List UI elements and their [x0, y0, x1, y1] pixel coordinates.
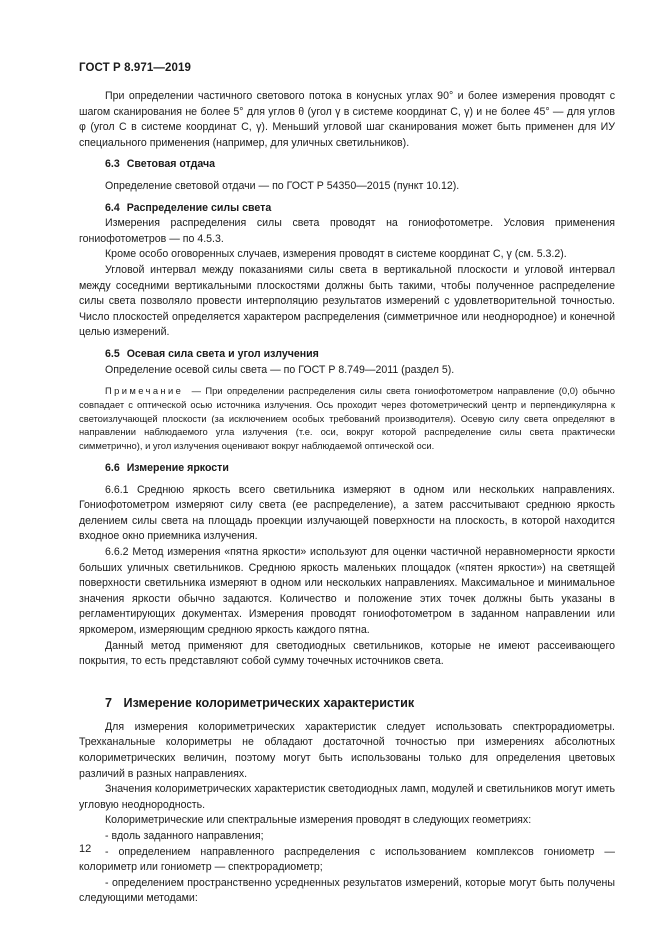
- section-6-4-paragraph: Измерения распределения силы света проводят на гониофотометре. Условия применения гониофотометров — по 4.5.3.: [79, 217, 615, 245]
- standard-header: ГОСТ Р 8.971—2019: [79, 62, 191, 74]
- section-6-5-paragraph: Определение осевой силы света — по ГОСТ Р 8.749—2011 (раздел 5).: [105, 363, 455, 376]
- section-number: 6.5: [105, 347, 120, 360]
- note-label: Примечание: [105, 385, 184, 397]
- chapter-7-paragraph: Для измерения колориметрических характеристик следует использовать спектрорадиометры. Трехканальные колориметры не обладают достаточной точностью при измерениях абсолютных колориметрических величин, поэтому могут быть использованы только для определения цветовых различий в разных направлениях.: [79, 720, 615, 780]
- chapter-7-heading: [79, 694, 615, 712]
- section-6-6-1-paragraph: 6.6.1 Среднюю яркость всего светильника измеряют в одном или нескольких направлениях. Гониофотометром измеряют силу света (ее распределение), а затем рассчитывают среднюю яркость делением силы света на площадь проекции излучающей поверхности на плоскость, в которой находится входное окно приемника излучения.: [79, 483, 615, 543]
- list-item: - определением направленного распределения с использованием комплексов гониометр — колориметр или гониометр — спектрорадиометр;: [79, 845, 615, 874]
- section-number: 6.3: [105, 158, 120, 171]
- section-6-6-heading: [79, 461, 615, 477]
- intro-paragraph: При определении частичного светового потока в конусных углах 90° и более измерения проводят с шагом сканирования не более 5° для углов θ (угол γ в системе координат C, γ) и не более 45° — для углов φ (угол C в системе координат C, γ). Меньший угловой шаг сканирования может быть применен для ИУ специального применения (например, для уличных светильников).: [79, 90, 615, 149]
- section-title: Распределение силы света: [126, 201, 272, 214]
- section-title: Световая отдача: [126, 158, 216, 171]
- section-number: 6.4: [105, 201, 120, 214]
- section-6-5-heading: [79, 347, 615, 363]
- section-6-3-heading: [79, 157, 615, 173]
- list-item: - определением пространственно усредненных результатов измерений, которые могут быть получены следующими методами:: [79, 876, 615, 905]
- chapter-7-paragraph: Значения колориметрических характеристик светодиодных ламп, модулей и светильников могут иметь угловую неоднородность.: [79, 783, 615, 811]
- chapter-7-paragraph: Колориметрические или спектральные измерения проводят в следующих геометриях:: [105, 814, 532, 827]
- section-6-4-heading: [79, 201, 615, 217]
- section-number: 6.6: [105, 462, 120, 475]
- section-6-4-paragraph: Кроме особо оговоренных случаев, измерения проводят в системе координат C, γ (см. 5.3.2).: [105, 248, 567, 261]
- section-6-4-paragraph: Угловой интервал между показаниями силы света в вертикальной плоскости и угловой интервал между соседними вертикальными плоскостями должны быть такими, чтобы полученное распределение силы света позволяло провести интерполяцию результатов измерений с удовлетворительной точностью. Число плоскостей определяется характером распределения (симметричное или неоднородное) и конечной целью измерений.: [79, 263, 615, 339]
- section-6-3-paragraph: Определение световой отдачи — по ГОСТ Р 54350—2015 (пункт 10.12).: [105, 179, 460, 192]
- note-paragraph: [79, 384, 615, 453]
- section-6-6-paragraph: Данный метод применяют для светодиодных светильников, которые не имеют рассеивающего покрытия, то есть представляют собой сумму точечных источников света.: [79, 639, 615, 668]
- note-text: — При определении распределения силы света гониофотометром направление (0,0) обычно совпадает с оптической осью источника излучения. Ось проходит через фотометрический центр и перпендикулярна к светоизлучающей плоскости (за исключением особых требований производителя). Осевую силу света определяют в направлении наблюдаемого угла излучения (т.е. оси, вокруг которой распределение силы света практически симметрично), и угол излучения оценивают вокруг наблюдаемой оптической оси.: [79, 385, 615, 452]
- section-title: Измерение яркости: [126, 462, 229, 475]
- section-title: Осевая сила света и угол излучения: [126, 347, 319, 360]
- chapter-title: Измерение колориметрических характеристик: [123, 695, 415, 710]
- page-content: [79, 89, 615, 907]
- chapter-number: 7: [105, 695, 113, 710]
- page-number: 12: [79, 843, 92, 855]
- list-item: - вдоль заданного направления;: [105, 829, 264, 842]
- section-6-6-2-paragraph: 6.6.2 Метод измерения «пятна яркости» используют для оценки частичной неравномерности яркости больших уличных светильников. Среднюю яркость маленьких площадок («пятен яркости») на светящей поверхности светильника измеряют в одном или нескольких направлениях. Максимальное и минимальное значения яркости обычно задаются. Количество и положение этих точек должны быть указаны в регламентирующих документах. Измерения проводят гониофотометром в заданном направлении или яркомером, измеряющим среднюю яркость каждого пятна.: [79, 546, 615, 637]
